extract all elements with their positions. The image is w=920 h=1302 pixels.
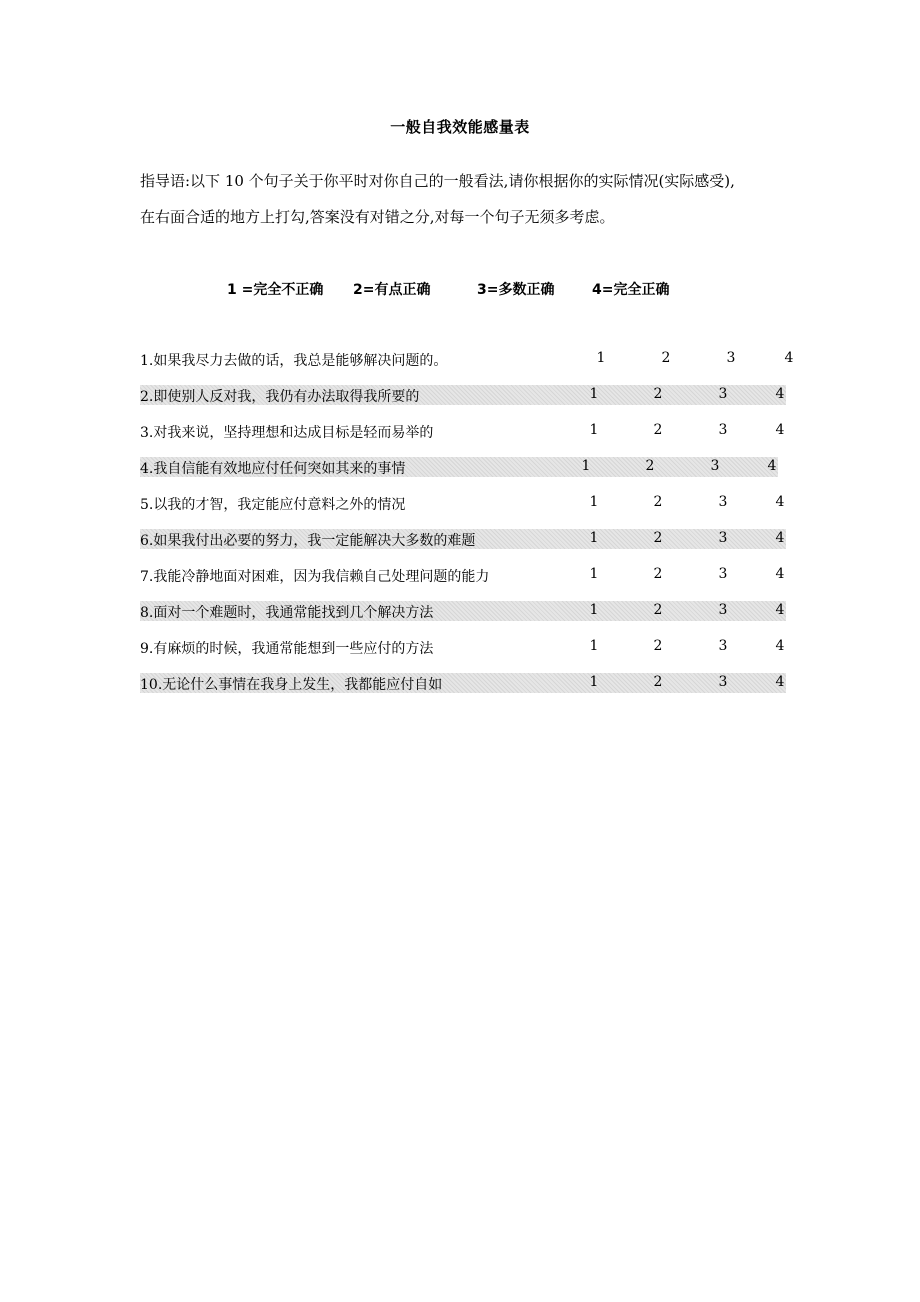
item-text: 3.对我来说，坚持理想和达成目标是轻而易举的 <box>140 425 434 441</box>
item-row <box>140 385 786 405</box>
rating-option-1[interactable]: 1 <box>589 674 599 690</box>
scale-legend-1: 1 =完全不正确 <box>227 282 324 298</box>
item-row <box>140 673 786 693</box>
item-text: 7.我能冷静地面对困难，因为我信赖自己处理问题的能力 <box>140 569 490 585</box>
item-text: 2.即使别人反对我，我仍有办法取得我所要的 <box>140 389 420 405</box>
rating-option-2[interactable]: 2 <box>653 602 663 618</box>
rating-option-4[interactable]: 4 <box>767 458 777 474</box>
rating-option-2[interactable]: 2 <box>653 674 663 690</box>
rating-option-3[interactable]: 3 <box>718 674 728 690</box>
item-row <box>140 349 794 369</box>
rating-option-3[interactable]: 3 <box>718 530 728 546</box>
rating-option-1[interactable]: 1 <box>581 458 591 474</box>
instructions-line-2: 在右面合适的地方上打勾,答案没有对错之分,对每一个句子无须多考虑。 <box>140 208 615 226</box>
rating-option-1[interactable]: 1 <box>589 386 599 402</box>
rating-option-3[interactable]: 3 <box>718 494 728 510</box>
rating-option-2[interactable]: 2 <box>653 566 663 582</box>
rating-option-4[interactable]: 4 <box>775 674 785 690</box>
rating-option-1[interactable]: 1 <box>589 566 599 582</box>
rating-option-3[interactable]: 3 <box>726 350 736 366</box>
item-text: 1.如果我尽力去做的话，我总是能够解决问题的。 <box>140 353 448 369</box>
rating-option-4[interactable]: 4 <box>775 566 785 582</box>
rating-option-3[interactable]: 3 <box>718 638 728 654</box>
item-row <box>140 637 786 657</box>
rating-option-4[interactable]: 4 <box>775 638 785 654</box>
scale-legend-2: 2=有点正确 <box>353 282 431 298</box>
item-text: 10.无论什么事情在我身上发生，我都能应付自如 <box>140 677 443 693</box>
rating-option-1[interactable]: 1 <box>589 422 599 438</box>
rating-option-4[interactable]: 4 <box>775 530 785 546</box>
item-row <box>140 565 786 585</box>
rating-option-2[interactable]: 2 <box>645 458 655 474</box>
rating-option-1[interactable]: 1 <box>589 494 599 510</box>
rating-option-2[interactable]: 2 <box>653 422 663 438</box>
rating-option-3[interactable]: 3 <box>718 602 728 618</box>
rating-option-2[interactable]: 2 <box>653 638 663 654</box>
item-row <box>140 601 786 621</box>
rating-option-4[interactable]: 4 <box>775 602 785 618</box>
item-text: 8.面对一个难题时，我通常能找到几个解决方法 <box>140 605 434 621</box>
instructions-line-1: 指导语:以下 10 个句子关于你平时对你自己的一般看法,请你根据你的实际情况(实际感受), <box>140 172 735 190</box>
rating-option-2[interactable]: 2 <box>653 494 663 510</box>
page-title: 一般自我效能感量表 <box>390 118 530 136</box>
rating-option-3[interactable]: 3 <box>718 566 728 582</box>
scale-legend-4: 4=完全正确 <box>592 282 670 298</box>
rating-option-1[interactable]: 1 <box>596 350 606 366</box>
item-row <box>140 529 786 549</box>
rating-option-4[interactable]: 4 <box>784 350 794 366</box>
item-row <box>140 421 786 441</box>
rating-option-4[interactable]: 4 <box>775 386 785 402</box>
item-row <box>140 493 786 513</box>
item-row <box>140 457 778 477</box>
rating-option-4[interactable]: 4 <box>775 422 785 438</box>
rating-option-1[interactable]: 1 <box>589 602 599 618</box>
item-text: 4.我自信能有效地应付任何突如其来的事情 <box>140 461 406 477</box>
rating-option-2[interactable]: 2 <box>653 386 663 402</box>
rating-option-3[interactable]: 3 <box>710 458 720 474</box>
item-text: 5.以我的才智，我定能应付意料之外的情况 <box>140 497 406 513</box>
rating-option-3[interactable]: 3 <box>718 422 728 438</box>
rating-option-2[interactable]: 2 <box>661 350 671 366</box>
rating-option-1[interactable]: 1 <box>589 638 599 654</box>
item-text: 9.有麻烦的时候，我通常能想到一些应付的方法 <box>140 641 434 657</box>
rating-option-1[interactable]: 1 <box>589 530 599 546</box>
rating-option-3[interactable]: 3 <box>718 386 728 402</box>
item-text: 6.如果我付出必要的努力，我一定能解决大多数的难题 <box>140 533 476 549</box>
scale-legend-3: 3=多数正确 <box>477 282 555 298</box>
rating-option-4[interactable]: 4 <box>775 494 785 510</box>
rating-option-2[interactable]: 2 <box>653 530 663 546</box>
